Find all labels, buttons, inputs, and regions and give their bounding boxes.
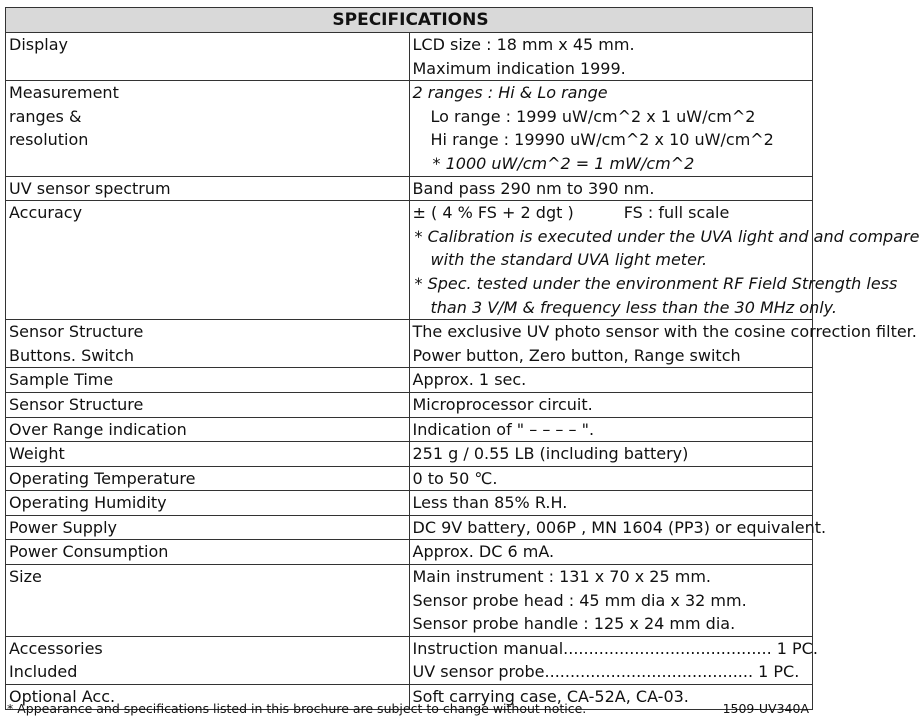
- table-row-power-supply: [6, 515, 813, 540]
- value-line: with the standard UVA light meter.: [430, 250, 708, 270]
- value-line: Lo range : 1999 uW/cm^2 x 1 uW/cm^2: [430, 106, 756, 126]
- table-row-weight: [6, 442, 813, 467]
- row-value: Microprocessor circuit.: [409, 392, 813, 417]
- row-label: Power Consumption: [6, 540, 410, 565]
- specifications-table: [5, 7, 919, 710]
- table-row-sensor-structure: [6, 392, 813, 417]
- table-row-power-consumption: [6, 540, 813, 565]
- row-label: Weight: [6, 442, 410, 467]
- table-row-uv-sensor: [6, 176, 813, 201]
- value-line: Instruction manual......................................... 1 PC.: [412, 638, 818, 658]
- row-value: Soft carrying case, CA-52A, CA-03.: [409, 685, 813, 710]
- model-code: 1509-UV340A: [722, 701, 809, 716]
- value-line: Main instrument : 131 x 70 x 25 mm.: [412, 567, 711, 587]
- table-row-size: [6, 565, 813, 637]
- table-row-accuracy: [6, 201, 813, 320]
- row-label: Operating Humidity: [6, 491, 410, 516]
- value-line: The exclusive UV photo sensor with the cosine correction filter.: [412, 322, 917, 342]
- label-line: Measurement: [9, 83, 119, 103]
- label-line: Sensor Structure: [9, 322, 144, 342]
- row-label: [6, 81, 410, 176]
- row-value: [409, 201, 919, 320]
- value-line: * Spec. tested under the environment RF Field Strength less: [414, 273, 898, 293]
- footnote: * Appearance and specifications listed in this brochure are subject to change without notice.: [7, 701, 587, 716]
- table-title: SPECIFICATIONS: [6, 8, 813, 33]
- row-label: Sample Time: [6, 368, 410, 393]
- row-label: UV sensor spectrum: [6, 176, 410, 201]
- accuracy-main: ± ( 4 % FS + 2 dgt ): [412, 203, 574, 223]
- row-label: Display: [6, 33, 410, 81]
- value-line: Sensor probe handle : 125 x 24 mm dia.: [412, 614, 736, 634]
- row-value: [409, 636, 818, 684]
- row-value: Indication of " – – – – ".: [409, 417, 813, 442]
- value-line: Maximum indication 1999.: [412, 58, 626, 78]
- row-label: Power Supply: [6, 515, 410, 540]
- value-line: Sensor probe head : 45 mm dia x 32 mm.: [412, 590, 747, 610]
- row-value: Approx. 1 sec.: [409, 368, 813, 393]
- row-value: 251 g / 0.55 LB (including battery): [409, 442, 813, 467]
- table-row-measurement: [6, 81, 813, 176]
- table-row-operating-humidity: [6, 491, 813, 516]
- label-line: Included: [9, 662, 78, 682]
- row-label: Size: [6, 565, 410, 637]
- value-line: * Calibration is executed under the UVA light and and compare: [414, 226, 919, 246]
- value-line: Power button, Zero button, Range switch: [412, 345, 741, 365]
- value-line: UV sensor probe......................................... 1 PC.: [412, 662, 800, 682]
- label-line: resolution: [9, 130, 89, 150]
- row-value: Band pass 290 nm to 390 nm.: [409, 176, 813, 201]
- row-label: Over Range indication: [6, 417, 410, 442]
- table-row-over-range: [6, 417, 813, 442]
- value-line: * 1000 uW/cm^2 = 1 mW/cm^2: [432, 153, 695, 173]
- row-value: Less than 85% R.H.: [409, 491, 813, 516]
- table-row-accessories: [6, 636, 813, 684]
- row-label: Sensor Structure: [6, 392, 410, 417]
- value-line: [413, 201, 813, 225]
- accuracy-fs: FS : full scale: [623, 203, 730, 223]
- table-row-sample-time: [6, 368, 813, 393]
- table-row-operating-temperature: [6, 466, 813, 491]
- row-label: [6, 320, 410, 368]
- value-line: LCD size : 18 mm x 45 mm.: [412, 35, 635, 54]
- row-value: [409, 33, 813, 81]
- label-line: Accessories: [9, 638, 103, 658]
- value-line: 2 ranges : Hi & Lo range: [412, 83, 608, 103]
- label-line: Buttons. Switch: [9, 345, 134, 365]
- table-row-sensor-buttons: [6, 320, 813, 368]
- value-line: Hi range : 19990 uW/cm^2 x 10 uW/cm^2: [430, 130, 774, 150]
- row-label: Accuracy: [6, 201, 410, 320]
- row-label: [6, 636, 410, 684]
- row-value: DC 9V battery, 006P , MN 1604 (PP3) or equivalent.: [409, 515, 813, 540]
- row-value: [409, 81, 813, 176]
- row-label: Operating Temperature: [6, 466, 410, 491]
- label-line: ranges &: [9, 106, 82, 126]
- value-line: than 3 V/M & frequency less than the 30 MHz only.: [430, 297, 837, 317]
- row-value: [409, 320, 917, 368]
- table-row-display: [6, 33, 813, 81]
- row-value: 0 to 50 ℃.: [409, 466, 813, 491]
- table-header-row: [6, 8, 813, 33]
- row-value: [409, 565, 813, 637]
- row-label: Optional Acc.: [6, 685, 410, 710]
- row-value: Approx. DC 6 mA.: [409, 540, 813, 565]
